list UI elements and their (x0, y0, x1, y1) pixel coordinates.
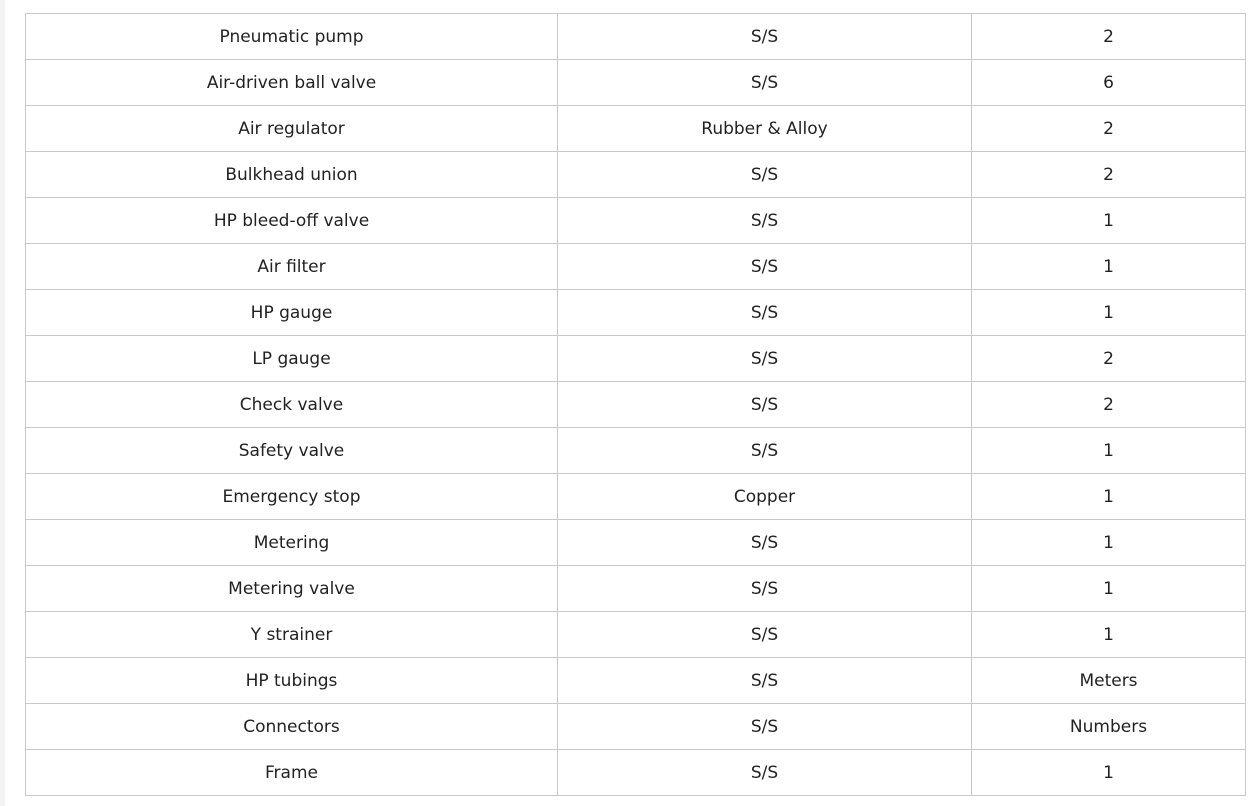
quantity-cell: 1 (972, 612, 1246, 658)
material-cell: Copper (558, 474, 972, 520)
table-row (26, 336, 1246, 382)
quantity-cell: 2 (972, 14, 1246, 60)
component-cell: Frame (26, 750, 558, 796)
component-cell: LP gauge (26, 336, 558, 382)
table-row (26, 382, 1246, 428)
table-row (26, 14, 1246, 60)
component-cell: Metering valve (26, 566, 558, 612)
table-row (26, 428, 1246, 474)
material-cell: S/S (558, 60, 972, 106)
material-cell: S/S (558, 244, 972, 290)
component-cell: Check valve (26, 382, 558, 428)
table-row (26, 566, 1246, 612)
component-cell: Emergency stop (26, 474, 558, 520)
table-row (26, 612, 1246, 658)
components-table-body (26, 14, 1246, 796)
table-row (26, 474, 1246, 520)
material-cell: S/S (558, 382, 972, 428)
material-cell: S/S (558, 152, 972, 198)
material-cell: Rubber & Alloy (558, 106, 972, 152)
quantity-cell: 1 (972, 566, 1246, 612)
component-cell: Metering (26, 520, 558, 566)
component-cell: Air regulator (26, 106, 558, 152)
quantity-cell: Meters (972, 658, 1246, 704)
material-cell: S/S (558, 14, 972, 60)
table-row (26, 658, 1246, 704)
component-cell: Bulkhead union (26, 152, 558, 198)
component-cell: HP bleed-off valve (26, 198, 558, 244)
quantity-cell: 1 (972, 290, 1246, 336)
material-cell: S/S (558, 336, 972, 382)
quantity-cell: Numbers (972, 704, 1246, 750)
table-row (26, 290, 1246, 336)
page-left-edge (0, 0, 5, 806)
material-cell: S/S (558, 428, 972, 474)
component-cell: Connectors (26, 704, 558, 750)
component-cell: Y strainer (26, 612, 558, 658)
quantity-cell: 2 (972, 382, 1246, 428)
quantity-cell: 1 (972, 750, 1246, 796)
table-row (26, 704, 1246, 750)
material-cell: S/S (558, 566, 972, 612)
component-cell: HP tubings (26, 658, 558, 704)
quantity-cell: 1 (972, 244, 1246, 290)
quantity-cell: 2 (972, 106, 1246, 152)
components-table (25, 13, 1246, 796)
component-cell: Safety valve (26, 428, 558, 474)
table-row (26, 750, 1246, 796)
table-row (26, 60, 1246, 106)
material-cell: S/S (558, 612, 972, 658)
component-cell: Pneumatic pump (26, 14, 558, 60)
material-cell: S/S (558, 198, 972, 244)
component-cell: Air filter (26, 244, 558, 290)
material-cell: S/S (558, 750, 972, 796)
table-row (26, 198, 1246, 244)
quantity-cell: 1 (972, 428, 1246, 474)
material-cell: S/S (558, 658, 972, 704)
material-cell: S/S (558, 520, 972, 566)
quantity-cell: 2 (972, 152, 1246, 198)
material-cell: S/S (558, 290, 972, 336)
table-row (26, 520, 1246, 566)
table-row (26, 244, 1246, 290)
material-cell: S/S (558, 704, 972, 750)
table-row (26, 106, 1246, 152)
quantity-cell: 2 (972, 336, 1246, 382)
quantity-cell: 1 (972, 198, 1246, 244)
table-row (26, 152, 1246, 198)
quantity-cell: 6 (972, 60, 1246, 106)
component-cell: Air-driven ball valve (26, 60, 558, 106)
quantity-cell: 1 (972, 520, 1246, 566)
quantity-cell: 1 (972, 474, 1246, 520)
component-cell: HP gauge (26, 290, 558, 336)
